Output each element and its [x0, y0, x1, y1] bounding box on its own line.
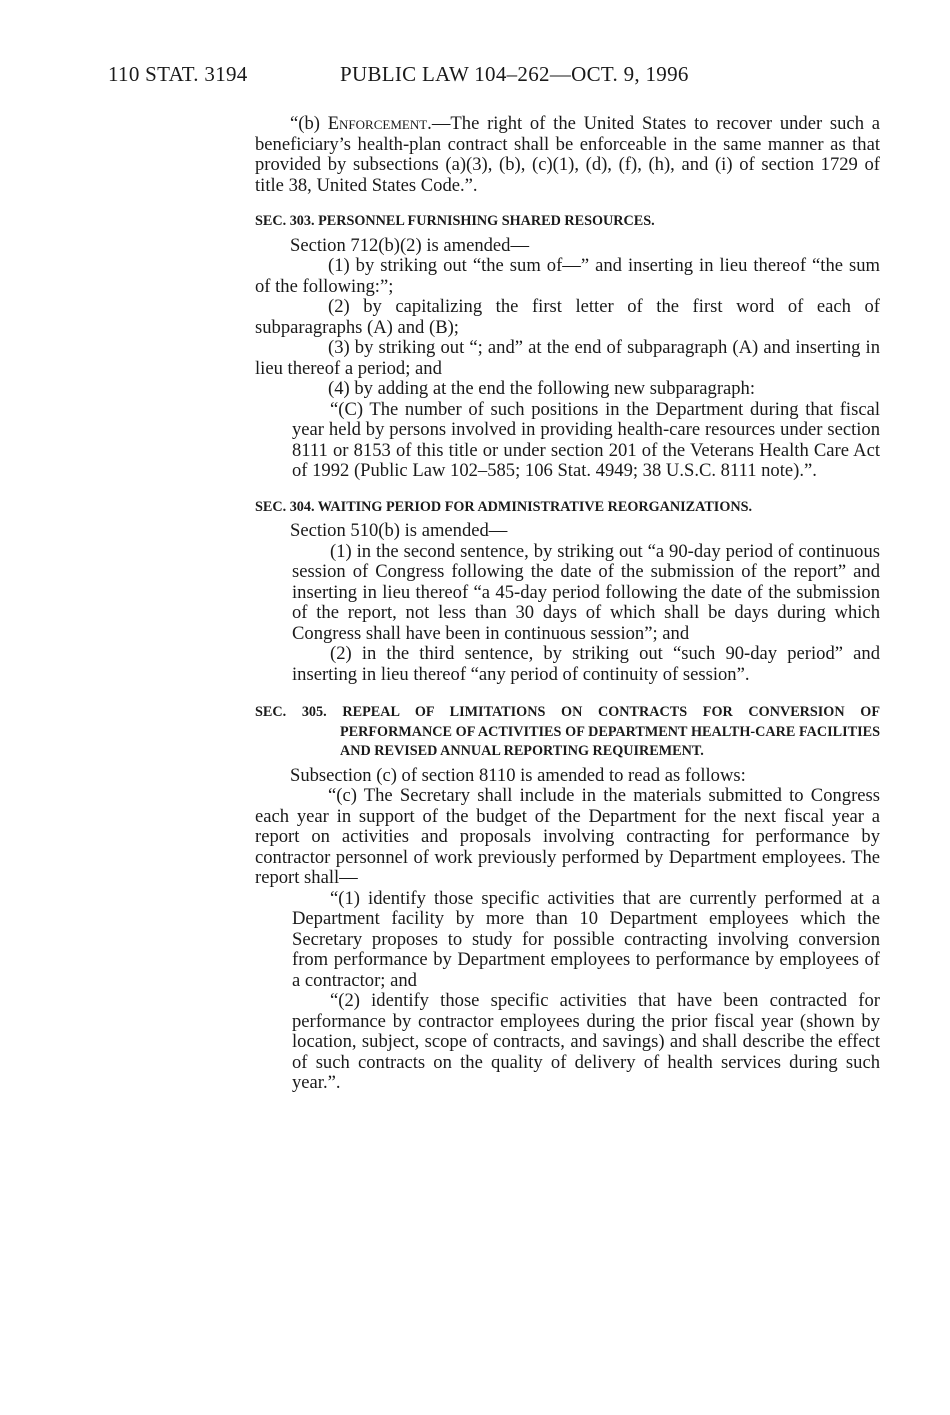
section-305-intro: Subsection (c) of section 8110 is amended to read as follows:	[290, 764, 746, 786]
enforcement-paragraph	[255, 114, 880, 196]
section-303-item-1: (1) by striking out “the sum of—” and inserting in lieu thereof “the sum of the following:”;	[255, 255, 880, 297]
section-305-item-1: “(1) identify those specific activities that are currently performed at a Department facility by more than 10 Department employees which the Secretary proposes to study for possible contracting involving conversion from performance by Department employees to performance by employees of a contractor; and	[292, 887, 880, 991]
section-303-heading: SEC. 303. PERSONNEL FURNISHING SHARED RESOURCES.	[255, 213, 655, 229]
page-header	[108, 62, 880, 92]
section-303-intro: Section 712(b)(2) is amended—	[290, 234, 530, 256]
section-304-item-1: (1) in the second sentence, by striking out “a 90-day period of continuous session of Congress following the date of the submission of the report” and inserting in lieu thereof “a 45-day period following the date of the submission of the report, not less than 30 days of which shall be days during which Congress shall have been in continuous session”; and	[292, 540, 880, 644]
section-305-heading: SEC. 305. REPEAL OF LIMITATIONS ON CONTRACTS FOR CONVERSION OF PERFORMANCE OF ACTIVITIES OF DEPARTMENT HEALTH-CARE FACILITIES AND REVISED ANNUAL REPORTING REQUIREMENT.	[255, 704, 880, 759]
enforcement-text: .—The right of the United States to recover under such a beneficiary’s health-plan contract shall be enforceable in the same manner as that provided by subsections (a)(3), (b), (c)(1), (d), (f), (h), and (i) of section 1729 of title 38, United States Code.”.	[255, 113, 880, 196]
stat-page-number: 110 STAT. 3194	[108, 62, 248, 86]
section-303-item-4: (4) by adding at the end the following new subparagraph:	[328, 378, 756, 399]
section-303-quoted-subparagraph: “(C) The number of such positions in the Department during that fiscal year held by persons involved in providing health-care resources under section 8111 or 8153 of this title or under section 201 of the Veterans Health Care Act of 1992 (Public Law 102–585; 106 Stat. 4949; 38 U.S.C. 8111 note).”.	[292, 398, 880, 481]
section-304-heading: SEC. 304. WAITING PERIOD FOR ADMINISTRATIVE REORGANIZATIONS.	[255, 498, 753, 515]
section-305-paragraph-c: “(c) The Secretary shall include in the materials submitted to Congress each year in support of the budget of the Department for the next fiscal year a report on activities and proposals involving contracting for performance by contractor personnel of work previously performed by Department employees. The report shall—	[255, 785, 880, 888]
public-law-citation: PUBLIC LAW 104–262—OCT. 9, 1996	[340, 62, 689, 86]
enforcement-heading: Enforcement	[327, 113, 428, 134]
section-304-intro: Section 510(b) is amended—	[290, 520, 508, 541]
section-304-item-2: (2) in the third sentence, by striking out “such 90-day period” and inserting in lieu thereof “any period of continuity of session”.	[292, 643, 880, 685]
document-body	[255, 114, 880, 1094]
section-303-item-2: (2) by capitalizing the first letter of the first word of each of subparagraphs (A) and (B);	[255, 296, 880, 338]
section-305-item-2: “(2) identify those specific activities that have been contracted for performance by contractor employees during the prior fiscal year (shown by location, subject, scope of contracts, and savings) and shall describe the effect of such contracts on the quality of delivery of health services during such year.”.	[292, 990, 880, 1093]
enforcement-open: “(b)	[290, 113, 328, 134]
section-303-item-3: (3) by striking out “; and” at the end of subparagraph (A) and inserting in lieu thereof a period; and	[255, 337, 880, 379]
